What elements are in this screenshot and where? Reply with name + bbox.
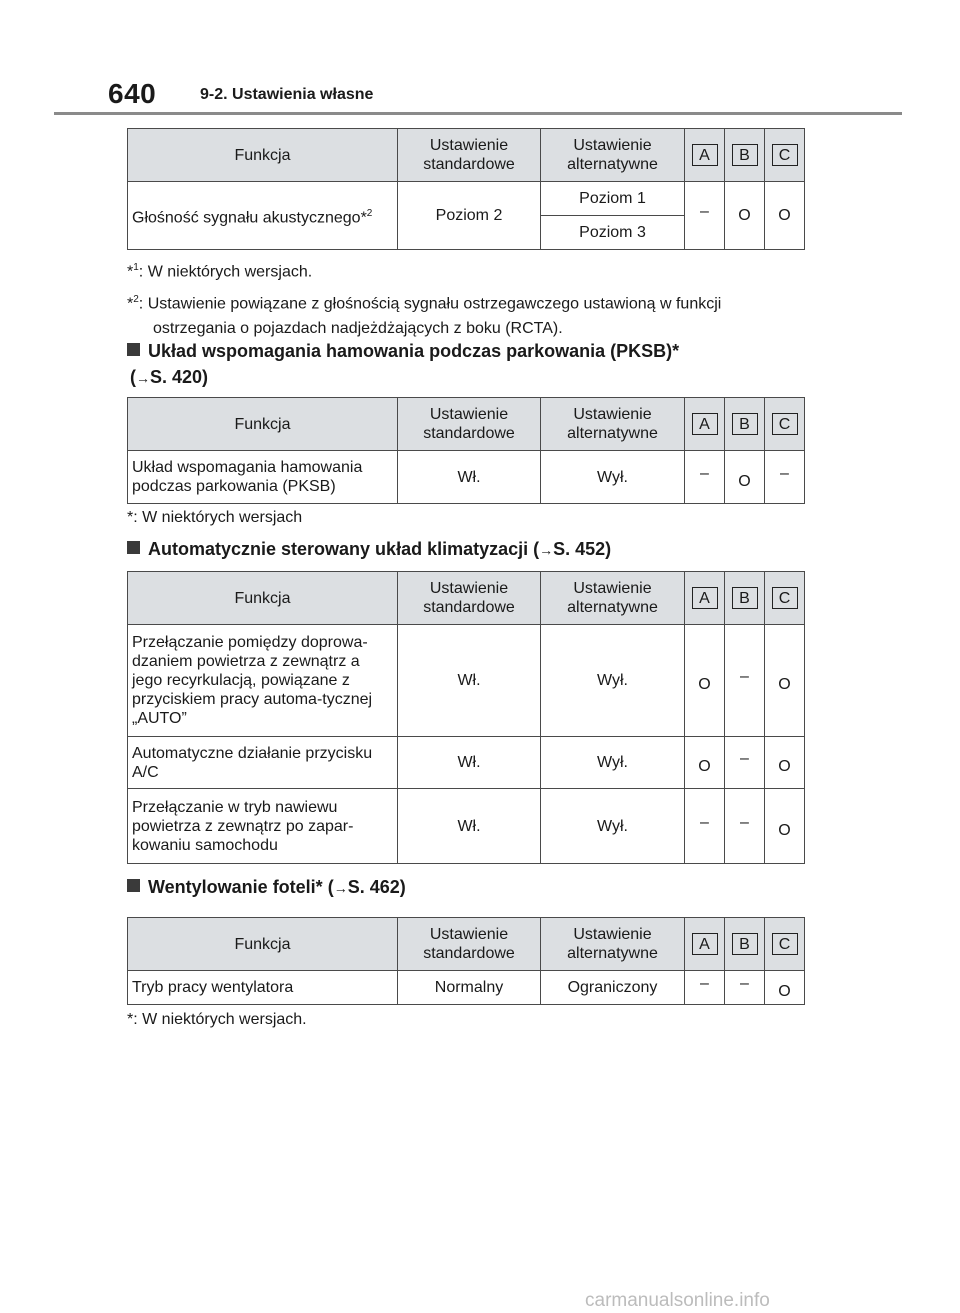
- footnote-2: [127, 288, 817, 340]
- table-row: [128, 971, 805, 1005]
- page-ref-link[interactable]: S. 420): [150, 367, 209, 387]
- dash-mark: –: [700, 203, 709, 220]
- col-funkcja: Funkcja: [128, 398, 398, 451]
- footnote-mark: *: [127, 263, 134, 281]
- col-c: [765, 129, 805, 182]
- c-cell: [765, 625, 805, 737]
- label-c: C: [772, 933, 798, 955]
- label-a: A: [692, 144, 718, 166]
- label-b: B: [732, 413, 758, 435]
- dash-mark: –: [740, 975, 749, 992]
- b-cell: [725, 451, 765, 504]
- b-cell: [725, 182, 765, 250]
- col-c: [765, 918, 805, 971]
- arrow-right-icon: →: [333, 880, 348, 896]
- alternative-cell: Poziom 1: [541, 182, 685, 216]
- circle-mark: O: [698, 676, 711, 693]
- label-c: C: [772, 413, 798, 435]
- function-cell: [128, 182, 398, 250]
- col-a: [685, 398, 725, 451]
- function-cell: Tryb pracy wentylatora: [128, 971, 398, 1005]
- arrow-right-icon: →: [136, 370, 150, 386]
- alternative-cell: Wył.: [541, 737, 685, 789]
- col-alternative: Ustawienie alternatywne: [541, 129, 685, 182]
- function-cell: Przełączanie w tryb nawiewu powietrza z zewnątrz po zapar-kowaniu samochodu: [128, 789, 398, 864]
- alternative-cell: Wył.: [541, 451, 685, 504]
- standard-cell: Poziom 2: [398, 182, 541, 250]
- standard-cell: Wł.: [398, 451, 541, 504]
- function-text: Głośność sygnału akustycznego*: [132, 209, 367, 227]
- a-cell: [685, 737, 725, 789]
- ref-paren: (: [130, 367, 136, 387]
- alternative-cell: Poziom 3: [541, 216, 685, 250]
- c-cell: [765, 451, 805, 504]
- heading-ref: [127, 364, 679, 391]
- a-cell: [685, 971, 725, 1005]
- a-cell: [685, 451, 725, 504]
- circle-mark: O: [738, 472, 751, 490]
- square-bullet-icon: [127, 541, 140, 554]
- table-row: [128, 789, 805, 864]
- page-ref-link[interactable]: S. 462): [347, 877, 406, 897]
- dash-mark: –: [740, 668, 749, 685]
- footnote-1: [127, 256, 817, 284]
- col-a: [685, 129, 725, 182]
- section-heading-pksb: [127, 338, 679, 391]
- header-divider: [54, 112, 902, 115]
- col-alternative: Ustawienie alternatywne: [541, 398, 685, 451]
- footnote-seat-ventilation: *: W niektórych wersjach.: [127, 1011, 307, 1028]
- col-funkcja: Funkcja: [128, 129, 398, 182]
- footnote-pksb: *: W niektórych wersjach: [127, 509, 303, 526]
- a-cell: [685, 182, 725, 250]
- footnote-text: : Ustawienie powiązane z głośnością sygnału ostrzegawczego ustawioną w funkcji: [138, 295, 722, 313]
- col-b: [725, 572, 765, 625]
- standard-cell: Wł.: [398, 625, 541, 737]
- section-title: 9-2. Ustawienia własne: [200, 86, 374, 103]
- circle-mark: O: [698, 758, 711, 775]
- settings-table-sound: [127, 128, 805, 250]
- circle-mark: O: [778, 983, 791, 1000]
- circle-mark: O: [778, 821, 791, 839]
- standard-cell: Wł.: [398, 737, 541, 789]
- table-row: [128, 451, 805, 504]
- c-cell: [765, 789, 805, 864]
- square-bullet-icon: [127, 343, 140, 356]
- col-c: [765, 572, 805, 625]
- table-row: [128, 625, 805, 737]
- label-b: B: [732, 587, 758, 609]
- b-cell: [725, 625, 765, 737]
- heading-text: Wentylowanie foteli* (: [148, 877, 334, 897]
- alternative-cell: Wył.: [541, 789, 685, 864]
- col-a: [685, 918, 725, 971]
- circle-mark: O: [778, 758, 791, 775]
- heading-text: Układ wspomagania hamowania podczas parkowania (PKSB)*: [148, 341, 680, 361]
- col-alternative: Ustawienie alternatywne: [541, 918, 685, 971]
- alternative-cell: Wył.: [541, 625, 685, 737]
- col-standard: Ustawienie standardowe: [398, 129, 541, 182]
- dash-mark: –: [700, 975, 709, 992]
- standard-cell: Normalny: [398, 971, 541, 1005]
- a-cell: [685, 625, 725, 737]
- a-cell: [685, 789, 725, 864]
- circle-mark: O: [738, 207, 751, 224]
- function-cell: Układ wspomagania hamowania podczas parkowania (PKSB): [128, 451, 398, 504]
- table-header-row: [128, 398, 805, 451]
- settings-table-climate: [127, 571, 805, 864]
- label-c: C: [772, 144, 798, 166]
- table-row: [128, 182, 805, 216]
- dash-mark: –: [740, 813, 749, 831]
- table-header-row: [128, 918, 805, 971]
- b-cell: [725, 971, 765, 1005]
- table-row: [128, 737, 805, 789]
- dash-mark: –: [700, 813, 709, 831]
- label-a: A: [692, 933, 718, 955]
- function-cell: Automatyczne działanie przycisku A/C: [128, 737, 398, 789]
- heading-text: Automatycznie sterowany układ klimatyzacji (: [148, 539, 540, 559]
- col-a: [685, 572, 725, 625]
- footnote-sup: 1: [133, 262, 139, 273]
- watermark: carmanualsonline.info: [585, 1290, 770, 1311]
- label-b: B: [732, 144, 758, 166]
- square-bullet-icon: [127, 879, 140, 892]
- footnotes-1: [127, 256, 817, 341]
- footnote-text-cont: ostrzegania o pojazdach nadjeżdżających z boku (RCTA).: [153, 319, 563, 337]
- dash-mark: –: [700, 464, 709, 482]
- col-b: [725, 129, 765, 182]
- alternative-cell: Ograniczony: [541, 971, 685, 1005]
- section-heading-seat-ventilation: [127, 874, 406, 901]
- col-standard: Ustawienie standardowe: [398, 918, 541, 971]
- footnote-mark: *: [127, 295, 134, 313]
- col-b: [725, 398, 765, 451]
- col-b: [725, 918, 765, 971]
- dash-mark: –: [780, 464, 789, 482]
- settings-table-seat-ventilation: [127, 917, 805, 1005]
- c-cell: [765, 737, 805, 789]
- b-cell: [725, 789, 765, 864]
- col-alternative: Ustawienie alternatywne: [541, 572, 685, 625]
- footnote-text: : W niektórych wersjach.: [138, 263, 313, 281]
- standard-cell: Wł.: [398, 789, 541, 864]
- page-number: 640: [108, 78, 157, 109]
- col-c: [765, 398, 805, 451]
- col-funkcja: Funkcja: [128, 918, 398, 971]
- table-header-row: [128, 129, 805, 182]
- circle-mark: O: [778, 207, 791, 224]
- footnote-sup: 2: [133, 294, 139, 306]
- c-cell: [765, 182, 805, 250]
- col-standard: Ustawienie standardowe: [398, 572, 541, 625]
- footnote-ref: 2: [366, 207, 373, 219]
- label-b: B: [732, 933, 758, 955]
- col-standard: Ustawienie standardowe: [398, 398, 541, 451]
- function-cell: Przełączanie pomiędzy doprowa-dzaniem powietrza z zewnątrz a jego recyrkulacją, powiązane z przyciskiem pracy automa-tycznej „AUTO”: [128, 625, 398, 737]
- settings-table-pksb: [127, 397, 805, 504]
- b-cell: [725, 737, 765, 789]
- circle-mark: O: [778, 676, 791, 693]
- c-cell: [765, 971, 805, 1005]
- label-a: A: [692, 587, 718, 609]
- label-a: A: [692, 413, 718, 435]
- table-header-row: [128, 572, 805, 625]
- arrow-right-icon: →: [539, 542, 554, 558]
- page-ref-link[interactable]: S. 452): [553, 539, 612, 559]
- col-funkcja: Funkcja: [128, 572, 398, 625]
- section-heading-climate: [127, 536, 611, 563]
- label-c: C: [772, 587, 798, 609]
- dash-mark: –: [740, 750, 749, 767]
